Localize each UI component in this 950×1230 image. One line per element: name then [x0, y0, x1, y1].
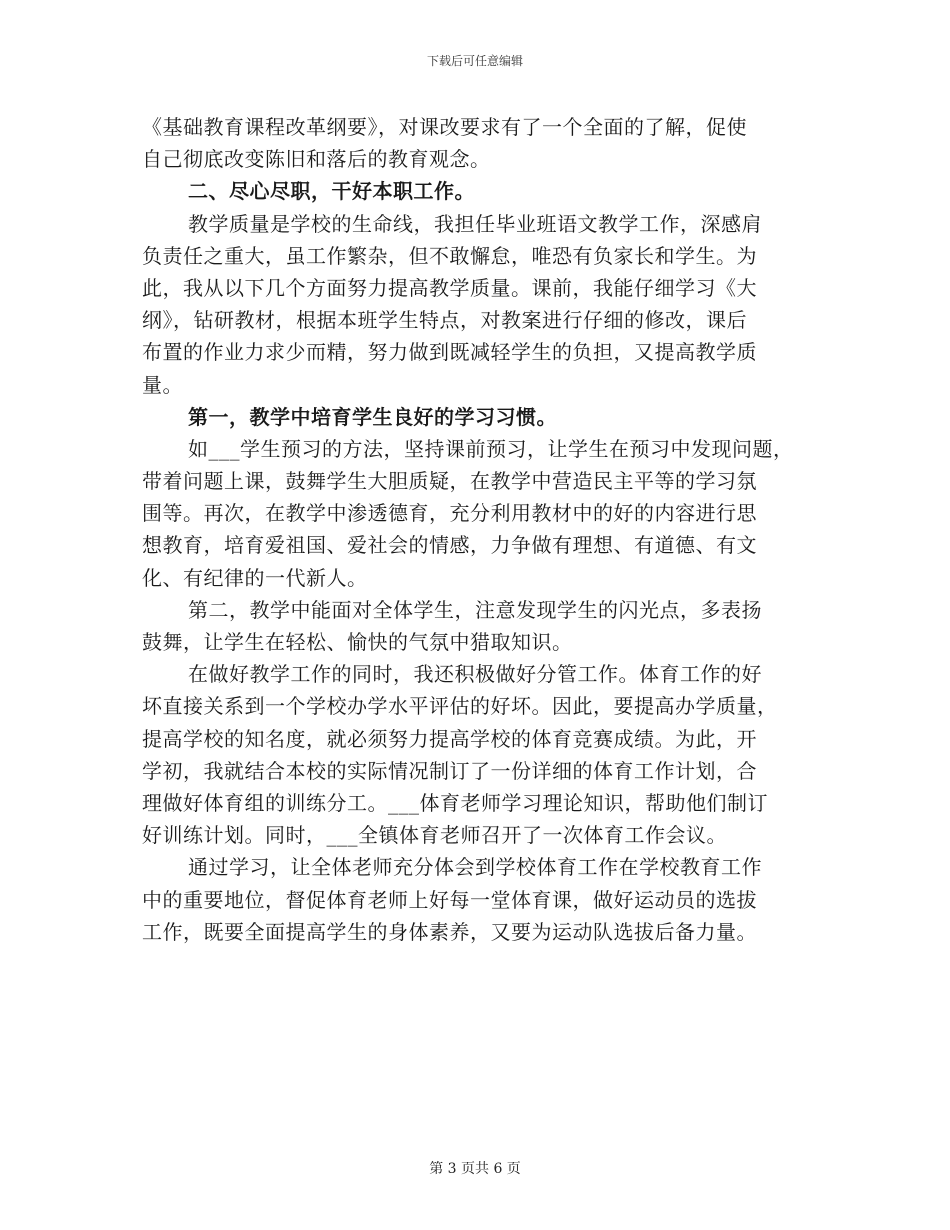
text-line: 鼓舞，让学生在轻松、愉快的气氛中猎取知识。 [142, 630, 573, 654]
section-heading: 二、尽心尽职，干好本职工作。 [188, 179, 475, 204]
text-line: 坏直接关系到一个学校办学水平评估的好坏。因此，要提高办学质量， [142, 694, 778, 719]
text-line: 在做好教学工作的同时，我还积极做好分管工作。体育工作的好 [188, 662, 762, 687]
text-line: 量。 [142, 372, 183, 397]
text-line: 学初，我就结合本校的实际情况制订了一份详细的体育工作计划，合 [142, 758, 757, 783]
text-line: 想教育，培育爱祖国、爱社会的情感，力争做有理想、有道德、有文 [142, 533, 757, 558]
text-line: 此，我从以下几个方面努力提高教学质量。课前，我能仔细学习《大 [142, 275, 757, 300]
text-line: 提高学校的知名度，就必须努力提高学校的体育竞赛成绩。为此，开 [142, 726, 757, 751]
text-line: 中的重要地位，督促体育老师上好每一堂体育课，做好运动员的选拔 [142, 887, 757, 912]
text-line: 带着问题上课，鼓舞学生大胆质疑，在教学中营造民主平等的学习氛 [142, 469, 757, 494]
header-note: 下载后可任意编辑 [426, 54, 523, 68]
text-line: 布置的作业力求少而精，努力做到既减轻学生的负担，又提高教学质 [142, 340, 757, 365]
text-line: 理做好体育组的训练分工。___体育老师学习理论知识，帮助他们制订 [142, 790, 768, 815]
text-line: 工作，既要全面提高学生的身体素养，又要为运动队选拔后备力量。 [142, 919, 757, 944]
subsection-heading: 第一，教学中培育学生良好的学习习惯。 [188, 404, 557, 429]
text-line: 围等。再次，在教学中渗透德育，充分利用教材中的好的内容进行思 [142, 501, 757, 526]
text-line: 化、有纪律的一代新人。 [142, 565, 368, 590]
text-line: 纲》，钻研教材，根据本班学生特点，对教案进行仔细的修改，课后 [142, 308, 747, 333]
text-line: 教学质量是学校的生命线，我担任毕业班语文教学工作，深感肩 [188, 211, 762, 236]
text-line: 《基础教育课程改革纲要》，对课改要求有了一个全面的了解，促使 [142, 115, 747, 139]
text-line: 自己彻底改变陈旧和落后的教育观念。 [142, 147, 491, 172]
page-indicator: 第 3 页共 6 页 [429, 1161, 521, 1177]
text-line: 通过学习，让全体老师充分体会到学校体育工作在学校教育工作 [188, 855, 762, 880]
document-body [142, 111, 812, 948]
text-line: 第二，教学中能面对全体学生，注意发现学生的闪光点，多表扬 [188, 597, 762, 622]
text-line: 负责任之重大，虽工作繁杂，但不敢懈怠，唯恐有负家长和学生。为 [142, 243, 757, 268]
text-line: 好训练计划。同时，___全镇体育老师召开了一次体育工作会议。 [142, 823, 727, 848]
text-line: 如___学生预习的方法，坚持课前预习，让学生在预习中发现问题， [188, 436, 794, 461]
